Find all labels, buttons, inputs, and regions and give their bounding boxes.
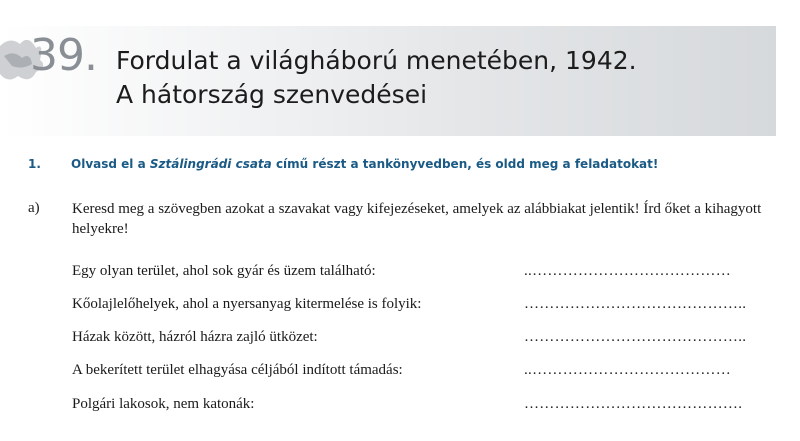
answer-blank[interactable]: ……………………………………. (524, 396, 743, 412)
title-line-2: A hátország szenvedései (116, 80, 428, 109)
chapter-number: 39. (30, 30, 97, 81)
answer-blank[interactable]: ..………………………………… (524, 263, 731, 279)
answer-blank[interactable]: ..………………………………… (524, 362, 731, 378)
list-item (72, 329, 772, 349)
item-label: Házak között, házról házra zajló ütközet: (72, 329, 318, 345)
task-text-after: című részt a tankönyvedben, és oldd meg a feladatokat! (271, 157, 659, 171)
subtask-instruction: Keresd meg a szövegben azokat a szavakat vagy kifejezéseket, amelyek az alábbiakat jelentik! Írd őket a kihagyott helyekre! (72, 201, 762, 237)
item-label: Polgári lakosok, nem katonák: (72, 396, 255, 412)
title-line-1: Fordulat a világháború menetében, 1942. (116, 46, 637, 75)
list-item (72, 296, 772, 316)
item-label: A bekerített terület elhagyása céljából indított támadás: (72, 362, 403, 378)
item-label: Egy olyan terület, ahol sok gyár és üzem található: (72, 263, 376, 279)
item-label: Kőolajlelőhelyek, ahol a nyersanyag kitermelése is folyik: (72, 296, 422, 312)
page-title (116, 44, 637, 112)
task-instruction (71, 157, 658, 171)
task-number: 1. (28, 157, 41, 171)
task-text-italic: Sztálingrádi csata (149, 157, 272, 171)
list-item (72, 263, 772, 283)
answer-blank[interactable]: …………………………………….. (524, 329, 747, 345)
subtask-label: a) (28, 200, 40, 216)
list-item (72, 362, 772, 382)
task-text-before: Olvasd el a (71, 157, 150, 171)
list-item (72, 396, 772, 416)
answer-blank[interactable]: …………………………………….. (524, 296, 747, 312)
